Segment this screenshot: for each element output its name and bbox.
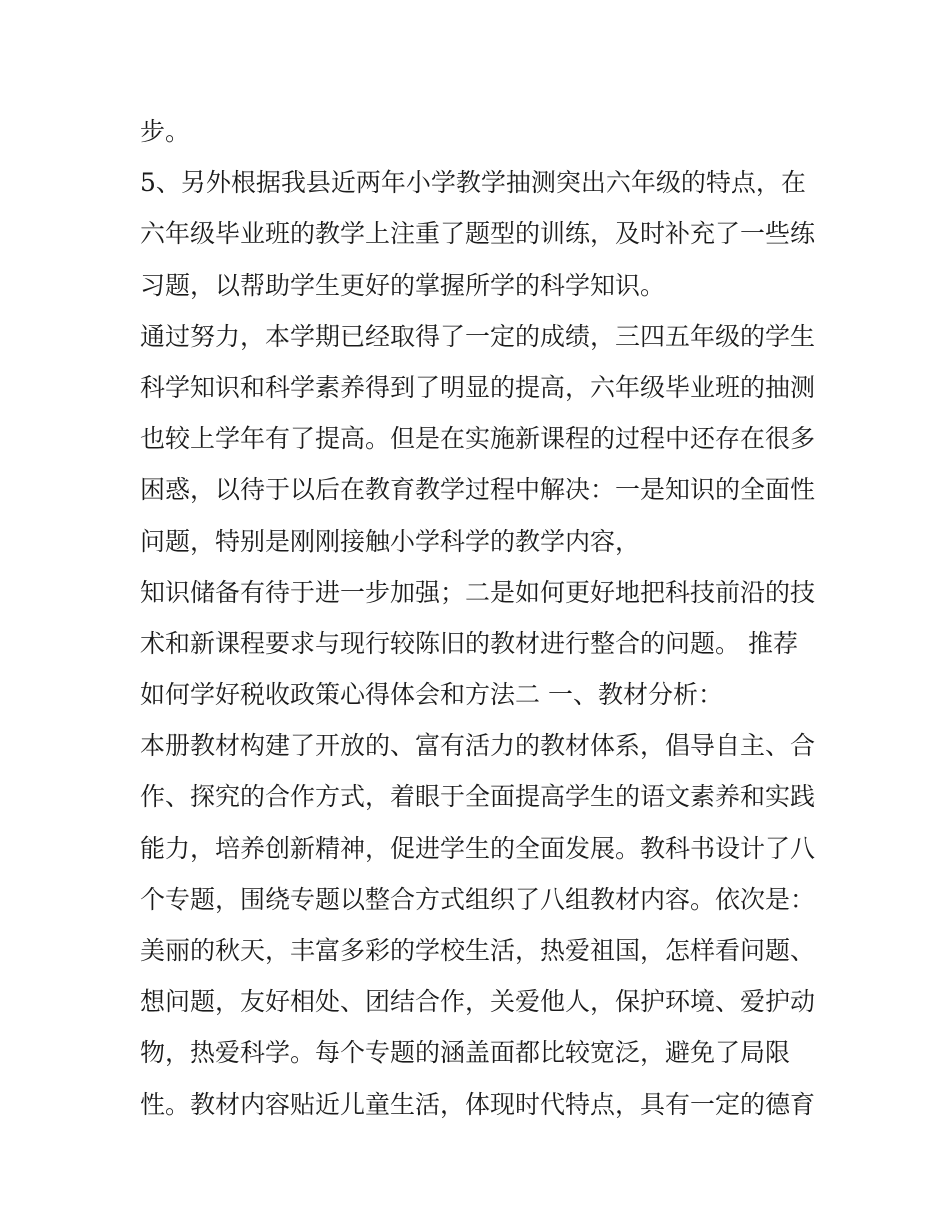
text-line-9: 问题，特别是刚刚接触小学科学的教学内容， [140, 526, 641, 556]
text-line-2: 5、另外根据我县近两年小学教学抽测突出六年级的特点，在 [140, 168, 806, 198]
text-line-5: 通过努力，本学期已经取得了一定的成绩，三四五年级的学生 [140, 321, 816, 351]
text-line-19: 物，热爱科学。每个专题的涵盖面都比较宽泛，避免了局限 [140, 1038, 791, 1068]
text-line-3: 六年级毕业班的教学上注重了题型的训练，及时补充了一些练 [140, 219, 816, 249]
text-line-8: 困惑，以待于以后在教育教学过程中解决：一是知识的全面性 [140, 475, 816, 505]
text-line-18: 想问题，友好相处、团结合作，关爱他人，保护环境、爱护动 [140, 987, 816, 1017]
text-line-1: 步。 [140, 117, 191, 146]
text-line-11: 术和新课程要求与现行较陈旧的教材进行整合的问题。 推荐 [140, 628, 798, 658]
text-line-4: 习题，以帮助学生更好的掌握所学的科学知识。 [140, 270, 666, 300]
text-line-15: 能力，培养创新精神，促进学生的全面发展。教科书设计了八 [140, 833, 816, 863]
text-line-6: 科学知识和科学素养得到了明显的提高，六年级毕业班的抽测 [140, 372, 816, 402]
text-line-16: 个专题，围绕专题以整合方式组织了八组教材内容。依次是： [140, 884, 816, 914]
text-line-12: 如何学好税收政策心得体会和方法二 一、教材分析： [140, 680, 723, 710]
text-line-10: 知识储备有待于进一步加强；二是如何更好地把科技前沿的技 [140, 577, 816, 607]
text-line-7: 也较上学年有了提高。但是在实施新课程的过程中还存在很多 [140, 424, 816, 454]
text-line-20: 性。教材内容贴近儿童生活，体现时代特点，具有一定的德育 [140, 1089, 816, 1119]
text-line-13: 本册教材构建了开放的、富有活力的教材体系，倡导自主、合 [140, 731, 816, 761]
text-line-17: 美丽的秋天，丰富多彩的学校生活，热爱祖国，怎样看问题、 [140, 936, 816, 965]
text-line-14: 作、探究的合作方式，着眼于全面提高学生的语文素养和实践 [140, 782, 816, 812]
body-text [140, 106, 820, 1130]
